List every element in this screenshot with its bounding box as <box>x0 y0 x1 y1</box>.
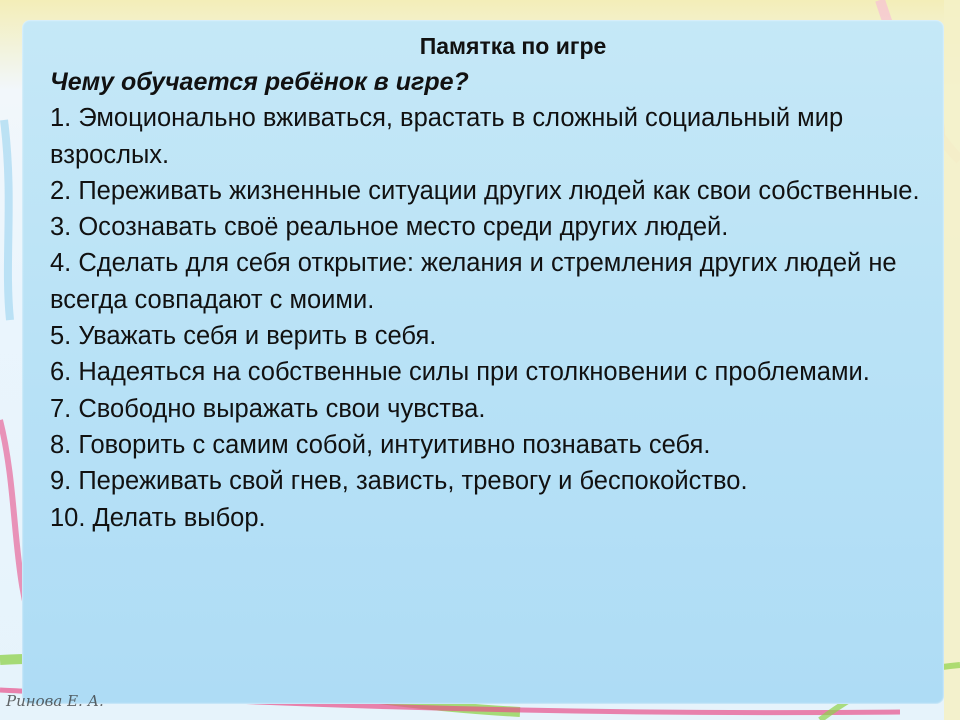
list-item: 8. Говорить с самим собой, интуитивно познавать себя. <box>50 430 711 459</box>
list-item: 1. Эмоционально вживаться, врастать в сложный социальный мир взрослых. <box>50 104 844 169</box>
list-item: 4. Сделать для себя открытие: желания и стремления других людей не всегда совпадают с моими. <box>50 249 897 314</box>
list-item: 3. Осознавать своё реальное место среди других людей. <box>50 213 729 242</box>
list-item: 7. Свободно выражать свои чувства. <box>50 394 486 423</box>
list-item: 6. Надеяться на собственные силы при столкновении с проблемами. <box>50 358 870 387</box>
author-signature: Ринова Е. А. <box>6 692 104 710</box>
memo-title: Памятка по игре <box>419 33 607 59</box>
memo-content <box>50 28 940 536</box>
list-item: 9. Переживать свой гнев, зависть, тревогу и беспокойство. <box>50 467 748 496</box>
list-item: 2. Переживать жизненные ситуации других людей как свои собственные. <box>50 176 920 205</box>
memo-subtitle: Чему обучается ребёнок в игре? <box>50 68 469 96</box>
list-item: 5. Уважать себя и верить в себя. <box>50 322 437 351</box>
list-item: 10. Делать выбор. <box>50 503 266 532</box>
